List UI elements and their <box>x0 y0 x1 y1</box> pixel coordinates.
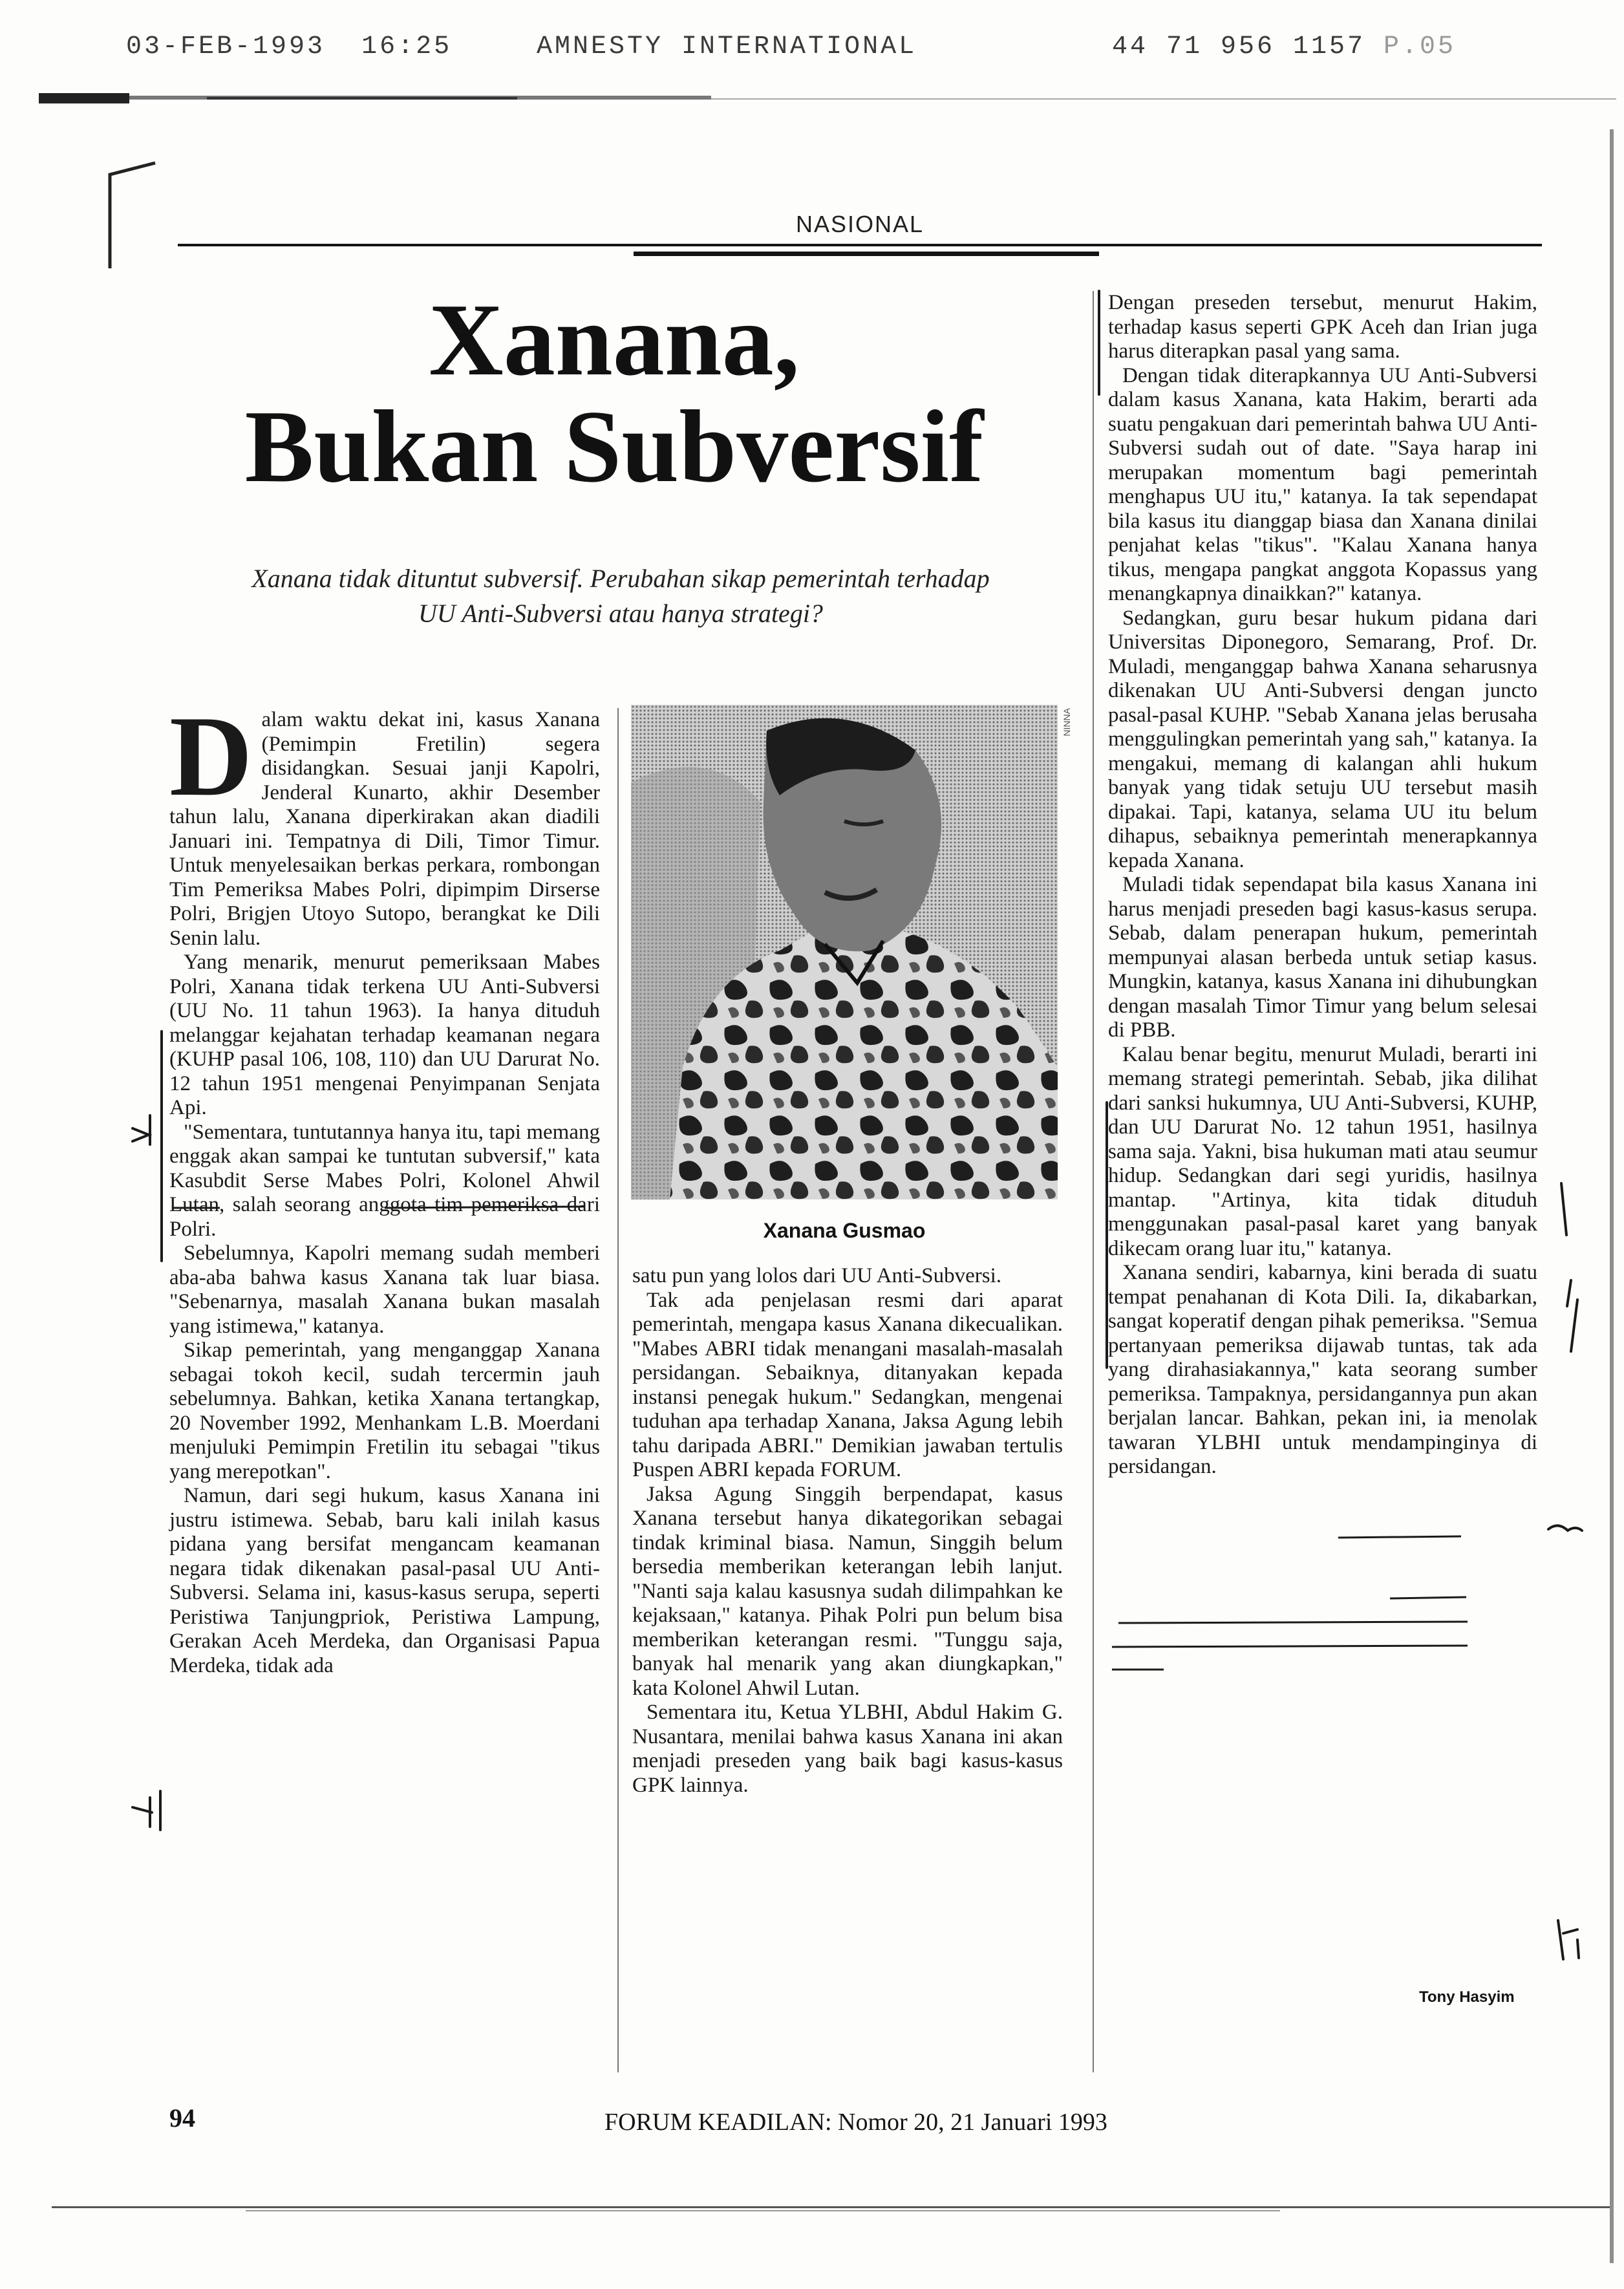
paragraph: Namun, dari segi hukum, kasus Xanana ini justru istimewa. Sebab, baru kali inilah kasus pidana yang bersifat mengancam keamanan negara tidak dikenakan pasal-pasal UU Anti-Subversi. Selama ini, kasus-kasus serupa, seperti Peristiwa Tanjungpriok, Peristiwa Lampung, Gerakan Aceh Merdeka, dan Organisasi Papua Merdeka, tidak ada <box>169 1484 600 1677</box>
paragraph: Dengan tidak diterapkannya UU Anti-Subversi dalam kasus Xanana, kata Hakim, berarti ada suatu pengakuan dari pemerintah bahwa UU Anti-Subversi sudah out of date. "Saya harap ini merupakan momentum bagi pemerintah menghapus UU itu," katanya. Ia tak sependapat bila kasus itu dianggap biasa dan Xanana dinilai penjahat kelas "tikus". "Kalau Xanana hanya tikus, mengapa pangkat anggota Kopassus yang menangkapnya dinaikkan?" katanya. <box>1108 363 1537 605</box>
paragraph: Tak ada penjelasan resmi dari aparat pemerintah, mengapa kasus Xanana dikecualikan. "Mabes ABRI tidak menangani masalah-masalah persidangan. Sebaiknya, ditanyakan kepada instansi penegak hukum." Sedangkan, mengenai tuduhan apa terhadap Xanana, Jaksa Agung lebih tahu daripada ABRI." Demikian jawaban tertulis Puspen ABRI kepada FORUM. <box>632 1288 1063 1481</box>
fax-date: 03-FEB-1993 16:25 <box>126 32 453 61</box>
fax-page-number: P.05 <box>1384 32 1457 61</box>
scan-edge-right <box>1603 129 1623 2263</box>
byline: Tony Hasyim <box>1419 1988 1515 2006</box>
section-label: NASIONAL <box>795 211 924 237</box>
footer-publication: FORUM KEADILAN: Nomor 20, 21 Januari 1993 <box>604 2109 1107 2136</box>
fax-sender: AMNESTY INTERNATIONAL <box>537 32 917 61</box>
paragraph: Xanana sendiri, kabarnya, kini berada di suatu tempat penahanan di Kota Dili. Ia, dikabarkan, sangat koperatif dengan pihak pemeriksa. "Semua pertanyaan pemeriksa dijawab tuntas, tak ada yang dirahasiakannya," kata seorang sumber pemeriksa. Tampaknya, persidangannya pun akan berjalan lancar. Bahkan, pekan ini, ia menolak tawaran YLBHI untuk mendampinginya di persidangan. <box>1108 1261 1537 1478</box>
scan-noise-bottom <box>52 2198 1610 2224</box>
footer-page-number: 94 <box>169 2103 195 2133</box>
photo-caption: Xanana Gusmao <box>763 1219 926 1242</box>
paragraph: Sikap pemerintah, yang menganggap Xanana sebagai tokoh kecil, sudah tercermin jauh sebelumnya. Bahkan, ketika Xanana tertangkap, 20 November 1992, Menhankam L.B. Moerdani menjuluki Pemimpin Fretilin itu sebagai "tikus yang merepotkan". <box>169 1338 600 1483</box>
headline-line-2: Bukan Subversif <box>244 389 984 504</box>
lead-line-2: UU Anti-Subversi atau hanya strategi? <box>418 599 823 628</box>
paragraph: Kalau benar begitu, menurut Muladi, berarti ini memang strategi pemerintah. Sebab, jika dilihat dari sanksi hukumnya, UU Anti-Subversi, KUHP, dan UU Darurat No. 12 tahun 1951, hasilnya sama saja. Yakni, bisa hukuman mati atau seumur hidup. Sedangkan dari segi yuridis, hasilnya mantap. "Artinya, kita tidak dituduh menggunakan pasal-pasal karet yang banyak dikecam orang luar itu," katanya. <box>1108 1042 1537 1260</box>
fax-phone: 44 71 956 1157 <box>1112 32 1366 61</box>
paragraph: "Sementara, tuntutannya hanya itu, tapi memang enggak akan sampai ke tuntutan subversif," kata Kasubdit Serse Mabes Polri, Kolonel Ahwil Lutan, salah seorang anggota tim pemeriksa dari Polri. <box>169 1120 600 1241</box>
paragraph: Sementara itu, Ketua YLBHI, Abdul Hakim G. Nusantara, menilai bahwa kasus Xanana ini akan menjadi preseden yang baik bagi kasus-kasus GPK lainnya. <box>632 1701 1063 1797</box>
paragraph: Sedangkan, guru besar hukum pidana dari Universitas Diponegoro, Semarang, Prof. Dr. Muladi, menganggap bahwa Xanana seharusnya dikenakan UU Anti-Subversi dengan juncto pasal-pasal KUHP. "Sebab Xanana jelas berusaha menggulingkan pemerintah yang sah," katanya. Ia mengakui, memang di kalangan ahli hukum banyak yang tidak setuju UU tersebut masih dipakai. Tapi, katanya, selama UU itu belum dihapus, sebaiknya pemerintah menerapkannya kepada Xanana. <box>1108 606 1537 872</box>
paragraph: Sebelumnya, Kapolri memang sudah memberi aba-aba bahwa kasus Xanana tak luar biasa. "Sebenarnya, masalah Xanana bukan masalah yang istimewa," katanya. <box>169 1241 600 1338</box>
paragraph: Yang menarik, menurut pemeriksaan Mabes Polri, Xanana tidak terkena UU Anti-Subversi (UU No. 11 tahun 1963). Ia hanya dituduh melanggar kejahatan terhadap keamanan negara (KUHP pasal 106, 108, 110) dan UU Darurat No. 12 tahun 1951 mengenai Penyimpanan Senjata Api. <box>169 951 600 1119</box>
paragraph: Jaksa Agung Singgih berpendapat, kasus Xanana tersebut hanya dikategorikan sebagai tindak kriminal biasa. Namun, Singgih belum bersedia memberikan keterangan lebih lanjut. "Nanti saja kalau kasusnya sudah dilimpahkan ke kejaksaan," katanya. Pihak Polri pun belum bisa memberikan keterangan resmi. "Tunggu saja, banyak hal menarik yang akan diungkapkan," kata Kolonel Ahwil Lutan. <box>632 1482 1063 1700</box>
paragraph: Muladi tidak sependapat bila kasus Xanana ini harus menjadi preseden bagi kasus-kasus serupa. Sebab, dalam penerapan hukum, pemerintah mempunyai alasan berbeda untuk setiap kasus. Mungkin, katanya, kasus Xanana ini dihubungkan dengan masalah Timor Timur yang belum selesai di PBB. <box>1108 873 1537 1042</box>
paragraph: satu pun yang lolos dari UU Anti-Subversi. <box>632 1264 1002 1287</box>
drop-cap: D <box>169 692 253 820</box>
paragraph: Dalam waktu dekat ini, kasus Xanana (Pemimpin Fretilin) segera disidangkan. Sesuai janji Kapolri, Jenderal Kunarto, akhir Desember tahun lalu, Xanana diperkirakan akan diadili Januari ini. Tempatnya di Dili, Timor Timur. Untuk menyelesaikan berkas perkara, rombongan Tim Pemeriksa Mabes Polri, dipimpim Dirserse Polri, Brigjen Utoyo Sutopo, berangkat ke Dili Senin lalu. <box>169 692 600 950</box>
lead-line-1: Xanana tidak dituntut subversif. Perubahan sikap pemerintah terhadap <box>251 564 990 593</box>
headline-line-1: Xanana, <box>429 282 800 397</box>
paragraph: Dengan preseden tersebut, menurut Hakim, terhadap kasus seperti GPK Aceh dan Irian juga harus diterapkan pasal yang sama. <box>1108 291 1537 363</box>
photo-credit: NINNA <box>1062 708 1072 736</box>
